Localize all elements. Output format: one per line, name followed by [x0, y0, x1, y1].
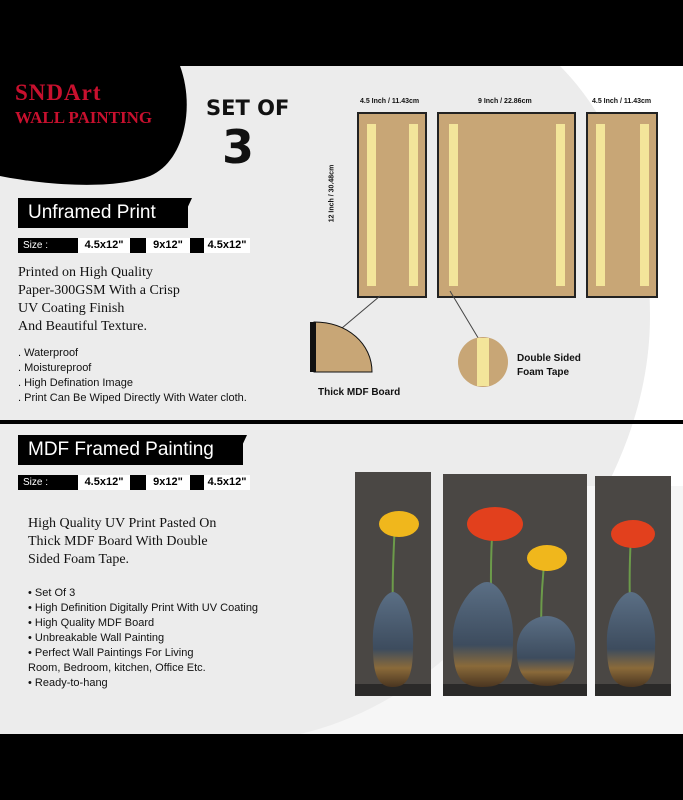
- set-of-label: SET OF: [206, 96, 290, 120]
- foam-tape-strip: [409, 124, 418, 286]
- set-number: 3: [222, 120, 255, 174]
- unframed-size-bar: [18, 238, 250, 253]
- foam-tape-strip: [556, 124, 565, 286]
- feature-item: • Ready-to-hang: [28, 677, 108, 689]
- section-divider: [0, 420, 683, 424]
- framed-title: MDF Framed Painting: [18, 435, 243, 465]
- unframed-description: [18, 264, 180, 336]
- foam-tape-callout: [517, 352, 581, 380]
- title-tag-end: [178, 198, 192, 228]
- mdf-board-center: [437, 112, 576, 298]
- feature-item: • Perfect Wall Paintings For Living: [28, 647, 194, 659]
- foam-tape-strip: [640, 124, 649, 286]
- framed-size-bar: [18, 475, 250, 490]
- size-label: Size :: [23, 477, 49, 488]
- size-option: 9x12": [146, 475, 190, 490]
- feature-item: . Print Can Be Wiped Directly With Water cloth.: [18, 392, 247, 404]
- callout-line: Foam Tape: [517, 367, 570, 378]
- size-option: 4.5x12": [204, 238, 250, 253]
- feature-item: . Moistureproof: [18, 362, 92, 374]
- mdf-board-left: [357, 112, 427, 298]
- size-option: 4.5x12": [78, 238, 130, 253]
- brand-subtitle: WALL PAINTING: [15, 108, 153, 127]
- size-label: Size :: [23, 240, 49, 251]
- description-line: Printed on High Quality: [18, 265, 153, 280]
- foam-tape-strip: [367, 124, 376, 286]
- framed-features: [28, 586, 258, 691]
- feature-item: • Set Of 3: [28, 587, 76, 599]
- mdf-board-right: [586, 112, 658, 298]
- description-line: Paper-300GSM With a Crisp: [18, 283, 180, 298]
- callout-graphics: [300, 286, 540, 396]
- size-option: 4.5x12": [78, 475, 130, 490]
- feature-item: • High Quality MDF Board: [28, 617, 155, 629]
- title-tag-end: [233, 435, 247, 465]
- width-label-center: 9 Inch / 22.86cm: [478, 98, 532, 105]
- size-option: 9x12": [146, 238, 190, 253]
- brand-name: SNDArt: [15, 80, 102, 105]
- framed-description: [28, 515, 216, 569]
- callout-line: Double Sided: [517, 353, 581, 364]
- info-panel: [0, 66, 683, 734]
- unframed-title: Unframed Print: [18, 198, 188, 228]
- feature-item: . High Defination Image: [18, 377, 133, 389]
- feature-item: • Unbreakable Wall Painting: [28, 632, 165, 644]
- feature-item: Room, Bedroom, kitchen, Office Etc.: [28, 662, 206, 674]
- width-label-right: 4.5 Inch / 11.43cm: [592, 98, 652, 105]
- foam-tape-strip: [449, 124, 458, 286]
- description-line: Thick MDF Board With Double: [28, 534, 208, 549]
- feature-item: . Waterproof: [18, 347, 79, 359]
- foam-tape-strip: [596, 124, 605, 286]
- height-label: 12 Inch / 30.48cm: [328, 164, 336, 223]
- size-option: 4.5x12": [204, 475, 250, 490]
- mdf-board-callout: Thick MDF Board: [318, 387, 401, 398]
- description-line: And Beautiful Texture.: [18, 319, 148, 334]
- description-line: Sided Foam Tape.: [28, 552, 130, 567]
- feature-item: • High Definition Digitally Print With UV Coating: [28, 602, 259, 614]
- framed-painting-preview: [355, 472, 673, 700]
- width-label-left: 4.5 Inch / 11.43cm: [360, 98, 420, 105]
- description-line: UV Coating Finish: [18, 301, 125, 316]
- unframed-features: [18, 346, 247, 406]
- description-line: High Quality UV Print Pasted On: [28, 516, 217, 531]
